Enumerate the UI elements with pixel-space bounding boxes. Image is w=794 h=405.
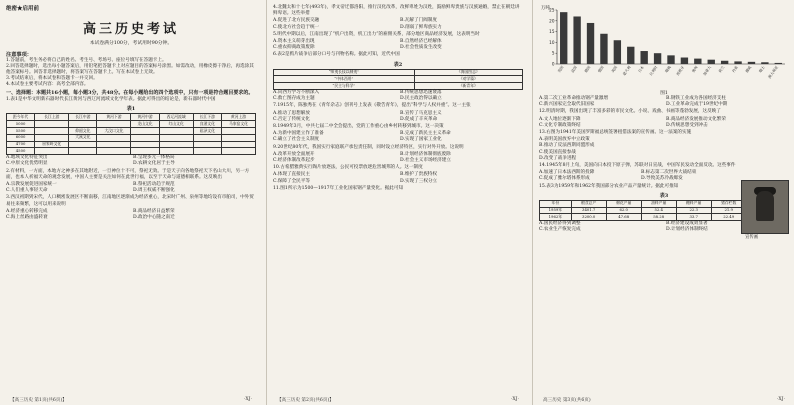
table-3-cell: 52.4: [641, 207, 676, 214]
y-tick-label: 0: [551, 61, 555, 67]
question-13-options: [539, 137, 739, 162]
bar: [748, 62, 755, 64]
notes-list: [6, 58, 256, 89]
exam-page-3: [532, 0, 794, 405]
question-4: 4.北魏太和十七年(493年)，孝文帝迁都洛阳，推行汉化改革，改鲜卑姓为汉姓，鼓励鲜卑贵族与汉族通婚，禁止在朝廷讲鲜卑语。这些举措: [273, 5, 520, 17]
option[interactable]: B.标志第二次世界大战结束: [641, 170, 697, 176]
table-1-cell: 长江下游: [193, 114, 221, 121]
table-2-cell: 《新青年》: [414, 83, 522, 90]
option[interactable]: B.商品经济日益繁荣: [133, 208, 175, 214]
option[interactable]: B.钢铁工业成为各国经济支柱: [666, 96, 726, 101]
option[interactable]: D.实现了三权分立: [400, 178, 438, 184]
note-item: 4.本试卷主要考试内容：高考全部内容。: [6, 82, 89, 88]
option[interactable]: D.改变了战争进程: [539, 155, 577, 161]
option[interactable]: C.重农抑商政策废除: [273, 45, 315, 51]
option[interactable]: B.推动了反法西斯同盟形成: [539, 143, 595, 149]
table-1-cell: 仰韶文化: [69, 128, 97, 135]
bar: [761, 62, 768, 64]
option[interactable]: D.周王权威不断强化: [133, 188, 175, 194]
option[interactable]: C.救亡图存成为主题: [273, 96, 315, 102]
x-tick-label: 法国: [570, 65, 578, 74]
table-3-cell: 3200.0: [571, 214, 606, 221]
x-tick-label: 荷兰: [718, 65, 726, 74]
option[interactable]: A.表明美国放弃中立政策: [539, 137, 590, 143]
question-5-options: [273, 39, 523, 51]
table-1-cell: [97, 121, 131, 128]
x-tick-label: 瑞典: [664, 65, 672, 74]
x-tick-label: 奥匈: [691, 65, 699, 74]
bar: [721, 61, 728, 64]
table-1-cell: [193, 141, 221, 148]
bar: [614, 40, 621, 64]
table-row: [7, 128, 256, 135]
table-1-cell: [35, 121, 69, 128]
table-2-cell: 《劝学篇》: [414, 76, 522, 83]
option[interactable]: D.计划经济体制终结: [666, 227, 708, 233]
option[interactable]: A.资本主义萌芽出现: [273, 39, 315, 45]
option[interactable]: B.计划经济体制彻底废除: [400, 151, 451, 157]
question-12-options: [539, 117, 789, 129]
x-tick-label: 加拿大: [702, 65, 713, 77]
table-1-cell: [131, 128, 159, 135]
table-1-cell: [159, 148, 193, 155]
table-1-cell: 长江中游: [69, 114, 97, 121]
table-1-cell: 崧泽文化: [193, 128, 221, 135]
question-14: 14.1945年8月上旬，美国向日本投下原子弹，苏联对日宣战，中国军民发动全面反攻。这些事件: [539, 163, 736, 169]
table-1-caption: 表1: [126, 106, 136, 113]
bar: [775, 63, 782, 64]
bar: [573, 16, 580, 64]
question-8-options: [273, 131, 523, 143]
option[interactable]: C.文化专制政策终结: [539, 122, 581, 128]
option[interactable]: A.推动了思想解放: [273, 110, 310, 116]
table-3-cell: 22.49: [711, 214, 746, 221]
table-row: [7, 141, 256, 148]
question-3: 3.西汉初期到宋代，人口稠密发展区不断南移，江南地区逐渐成为经济重心，北宋时广州、泉州等地均设有市舶司，中外贸易往来频繁，这可以用来说明: [6, 195, 254, 207]
page-footer: [533, 397, 794, 403]
table-2-cell: “中体西用”: [274, 76, 415, 83]
table-1-cell: 西辽河流域: [159, 114, 193, 121]
option[interactable]: A.第二次工业革命推动钢产量激增: [539, 96, 609, 101]
table-3-cell: 33.7: [676, 214, 711, 221]
option[interactable]: D.政治中心随之南迁: [133, 215, 175, 221]
table-1-cell: 马家窑文化: [221, 121, 255, 128]
question-6-options: [273, 90, 523, 102]
option[interactable]: C.经济体制改革起步: [273, 158, 315, 164]
question-11-options: [539, 96, 789, 108]
x-tick-label: 瑞士: [758, 65, 766, 74]
x-tick-label: 比利时: [648, 65, 659, 77]
table-3-cell: 1962年: [540, 214, 572, 221]
question-3-options: [6, 209, 256, 221]
table-1-cell: [69, 141, 97, 148]
option[interactable]: C.保障了全民平等: [273, 178, 310, 184]
question-5: 5.明代中期以后，江南出现了“机户出资，机工出力”的雇佣关系，部分地区商品经济发展，这表明当时: [273, 31, 480, 37]
table-1-cell: [97, 134, 131, 141]
option[interactable]: A.文人地位逐渐下降: [539, 116, 581, 122]
option[interactable]: B.完成了新民主主义革命: [400, 131, 451, 137]
table-1-cell: 距今年代: [7, 114, 35, 121]
table-1-cell: [69, 148, 97, 155]
table-1-cell: 屈家岭文化: [35, 141, 69, 148]
x-tick-label: 英国: [557, 65, 565, 74]
table-row: [7, 148, 256, 155]
option[interactable]: D.传统思想受到冲击: [666, 122, 708, 128]
question-10-options: [273, 172, 523, 184]
exam-title: 高三历史考试: [82, 22, 179, 37]
question-10: 10.古希腊雅典实行陶片放逐法，公民可投票放逐危害城邦的人。这一制度: [273, 165, 423, 171]
option[interactable]: B.瓦解了门阀制度: [400, 18, 437, 24]
option[interactable]: D.削弱了鲜卑族实力: [400, 24, 442, 30]
table-1-cell: 大溪文化: [69, 134, 97, 141]
option[interactable]: D.民主政治得以确立: [400, 96, 442, 102]
bar: [734, 61, 741, 64]
option[interactable]: B.自然经济已经解体: [400, 39, 442, 45]
table-1-cell: [221, 128, 255, 135]
question-14-options: [539, 170, 739, 182]
page-footer: [267, 397, 529, 403]
bar: [681, 58, 688, 64]
question-11: 11.图1所示为1500—1917年工业化国家钢产量变化。据此可知: [273, 185, 404, 191]
table-2-cell: 《海国图志》: [414, 69, 522, 76]
question-7-options: [273, 111, 523, 123]
table-1-cell: 长江上游: [35, 114, 69, 121]
table-1-cell: [159, 141, 193, 148]
x-tick-label: 西班牙: [675, 65, 686, 77]
table-2: [273, 69, 523, 90]
option[interactable]: D.实现了国家工业化: [400, 137, 442, 143]
table-row: [7, 134, 256, 141]
table-1-cell: [159, 128, 193, 135]
option[interactable]: A.为新中国建立作了准备: [273, 131, 324, 137]
table-1-cell: 黄河上游: [221, 114, 255, 121]
question-6: 6.表2是鸦片战争后部分口号与刊物名称。据此可知，近代中国: [273, 52, 400, 58]
section-heading: 一、选择题：本题共16小题，每小题3分，共48分。在每小题给出的四个选项中，只有一项是符合题目要求的。: [6, 89, 254, 96]
table-3-cell: 年份: [540, 200, 572, 207]
table-1-cell: [131, 134, 159, 141]
question-2-options: [6, 182, 256, 194]
figure-1: [539, 4, 789, 96]
table-1-cell: [35, 134, 69, 141]
table-1-cell: [193, 148, 221, 155]
option[interactable]: B.商品经济发展推动文化繁荣: [666, 116, 726, 122]
table-2-cell: “民主与科学”: [274, 83, 415, 90]
x-tick-label: 俄国: [597, 65, 605, 74]
question-4-options: [273, 18, 523, 30]
table-3-cell: 22.3: [676, 207, 711, 214]
bar: [667, 55, 674, 64]
option[interactable]: C.海上丝路由盛转衰: [6, 215, 48, 221]
poster-figure: [756, 191, 774, 221]
table-1-cell: 5500: [7, 128, 35, 135]
option[interactable]: A.经济重心转移完成: [6, 208, 48, 214]
bar: [708, 60, 715, 64]
table-3-cell: 47.68: [606, 214, 641, 221]
footer-page-label: 【高三历史 第2页(共6页)】: [277, 398, 334, 403]
table-3-cell: 21.9: [711, 207, 746, 214]
exam-page-1: [0, 0, 262, 405]
question-9: 9.20世纪80年代，我国实行家庭联产承包责任制，同时设立经济特区，实行对外开放。这说明: [273, 144, 464, 150]
option[interactable]: D.社会性质发生改变: [400, 45, 442, 51]
table-1-cell: 大汶口文化: [97, 128, 131, 135]
exam-meta: 本试卷满分100分，考试用时90分钟。: [89, 41, 173, 46]
y-tick-label: 10: [549, 39, 555, 45]
x-tick-label: 德国: [583, 65, 592, 74]
table-1-cell: [97, 148, 131, 155]
table-3-cell: 油料产量: [641, 200, 676, 207]
table-1-cell: [35, 128, 69, 135]
table-2-caption: 表2: [393, 61, 403, 68]
poster-caption: 宣传画: [745, 235, 759, 240]
option[interactable]: C.人们重人事轻天命: [6, 188, 48, 194]
bar: [654, 53, 661, 64]
option[interactable]: B.传统思想迅速衰落: [400, 90, 442, 96]
table-1-cell: 5000: [7, 121, 35, 128]
option[interactable]: A.体现了直接民主: [273, 172, 310, 178]
y-tick-label: 20: [549, 18, 555, 24]
note-item: 2.回答选择题时，选出每小题答案后，用铅笔把答题卡上对应题目的答案标号涂黑。如需改动，用橡皮擦干净后，再选涂其他答案标号。回答非选择题时，将答案写在答题卡上。写在本试卷上无效。: [6, 63, 254, 75]
propaganda-poster-image: [741, 180, 789, 234]
option[interactable]: C.否定了传统文化: [273, 116, 310, 122]
table-1-cell: 红山文化: [159, 121, 193, 128]
notes-title: 注意事项：: [6, 51, 32, 58]
option[interactable]: B.维护了贵族特权: [400, 172, 437, 178]
option[interactable]: B.宣传了马克思主义: [400, 110, 442, 116]
table-1-cell: [221, 134, 255, 141]
table-1-cell: 6000: [7, 134, 35, 141]
option[interactable]: A.促进了北方民族交融: [273, 18, 320, 24]
option[interactable]: B.经济建设成效显著: [666, 221, 708, 227]
option[interactable]: D.工业革命完成于19世纪中期: [666, 102, 728, 108]
footer-page-label: 高三历史 第3页(共6页): [543, 398, 591, 403]
option[interactable]: D.社会主义市场经济建立: [400, 158, 451, 164]
y-tick-label: 15: [549, 29, 555, 35]
exam-page-2: [266, 0, 529, 405]
x-tick-label: 意大利: [622, 65, 632, 77]
table-1-cell: [221, 148, 255, 155]
table-3-caption: 表3: [659, 192, 669, 199]
x-tick-label: 丹麦: [731, 65, 739, 74]
bar: [694, 59, 701, 64]
table-1-cell: [131, 141, 159, 148]
table-1-cell: [35, 148, 69, 155]
option[interactable]: C.促成了雅尔塔体系形成: [539, 176, 590, 182]
option[interactable]: A.地域文化特征突出: [6, 155, 48, 161]
bar: [627, 47, 634, 64]
question-1-options: [6, 155, 256, 167]
bar: [560, 12, 567, 64]
table-row: [274, 69, 523, 76]
table-1-cell: [69, 121, 97, 128]
bar: [640, 51, 647, 64]
question-9-options: [273, 152, 523, 164]
x-tick-label: 日本: [637, 65, 645, 74]
table-3-cell: 猪存栏数: [711, 200, 746, 207]
table-1-cell: 4700: [7, 141, 35, 148]
footer-page-label: 【高三历史 第1页(共6页)】: [10, 398, 67, 403]
table-1-cell: [97, 141, 131, 148]
y-axis-label: 万吨: [541, 6, 550, 11]
option[interactable]: C.使美国直接参战: [539, 149, 576, 155]
table-1-cell: [131, 148, 159, 155]
option[interactable]: A.宗教发展促进国家统一: [6, 182, 57, 187]
table-1: [6, 113, 256, 155]
x-tick-label: 挪威: [744, 65, 753, 74]
note-item: 3.考试结束后，将本试卷和答题卡一并交回。: [6, 76, 98, 82]
y-tick-label: 5: [551, 50, 555, 56]
option[interactable]: D.农耕文化居于主导: [133, 161, 175, 167]
option[interactable]: B.祭祀活动趋于规范: [133, 182, 175, 187]
table-3-cell: 58.28: [641, 214, 676, 221]
x-tick-label: 美国: [610, 65, 619, 74]
question-15: 15.表3为1959年和1962年我国部分农业产品产量统计。据此可推知: [539, 183, 679, 189]
option[interactable]: C.确立了社会主义制度: [273, 137, 320, 143]
table-3-cell: 1959年: [540, 207, 572, 214]
option[interactable]: C.农业生产恢复完成: [539, 227, 581, 233]
table-1-cell: 黄河中游: [131, 114, 159, 121]
table-1-cell: 黄河下游: [97, 114, 131, 121]
question-1: 1.表1是中华文明新石器时代长江黄河与西辽河流域文化学年表。据此可得出的结论是，新石器时代中国: [6, 97, 216, 103]
table-3-cell: 糖料产量: [676, 200, 711, 207]
table-3-cell: 3401.7: [571, 207, 606, 214]
table-3-cell: 粮食总产: [571, 200, 606, 207]
option[interactable]: A.改革开放全面展开: [273, 151, 315, 157]
option[interactable]: A.加速了日本法西斯的投降: [539, 170, 595, 176]
table-3-cell: 棉花产量: [606, 200, 641, 207]
footer-code: ·XJ·: [776, 397, 785, 402]
x-tick-label: 澳大利亚: [767, 65, 780, 80]
confidential-mark: 绝密★启用前: [6, 6, 40, 12]
option[interactable]: D.促成了辛亥革命: [400, 116, 438, 122]
table-row: [7, 114, 256, 121]
table-row: [274, 76, 523, 83]
table-1-cell: [193, 134, 221, 141]
question-2: 2.有材料，一方面，本地方之神多在其地附近，一旦神位十不可，祭祀无效。于是天子向各地祭祀天下名山大川，另一方面，也本人祈福天命的观念发展，中国人主要是关注如何在此世行福，以至于天命与道德相联系。这反映出: [6, 168, 250, 180]
table-1-cell: [221, 141, 255, 148]
question-13: 13.右图为1941年美国罗斯福总统签署租借法案的宣传画。这一法案的实施: [539, 130, 692, 136]
bar: [600, 34, 607, 64]
y-tick-label: 25: [549, 7, 555, 13]
figure-1-caption: 图1: [660, 91, 668, 96]
option[interactable]: C.中原文化优势明显: [6, 161, 48, 167]
question-12: 12.明清时期，我国出现了丰富多彩的市民文化。小说、戏曲、书画等蓬勃发展，这反映了: [539, 109, 721, 115]
option[interactable]: D.导致美苏冷战爆发: [641, 176, 683, 182]
table-1-cell: 4500: [7, 148, 35, 155]
table-3-cell: 62.0: [606, 207, 641, 214]
table-1-cell: 良渚文化: [193, 121, 221, 128]
option[interactable]: A.向西方学习不断深入: [273, 90, 320, 96]
footer-code: ·XJ·: [510, 397, 519, 402]
footer-code: ·XJ·: [243, 397, 252, 402]
option[interactable]: C.使北方社会趋于统一: [273, 24, 320, 30]
table-1-cell: [159, 134, 193, 141]
option[interactable]: A.国民经济得到调整: [539, 221, 581, 227]
option[interactable]: B.呈现多元一体格局: [133, 155, 175, 161]
table-1-cell: 龙山文化: [131, 121, 159, 128]
question-8: 8.1949年3月，中共七届二中全会提出，党的工作重心由乡村转移到城市。这一决策: [273, 124, 444, 130]
steel-output-bar-chart: [539, 4, 789, 86]
option[interactable]: C.新兴国家完全取代旧国家: [539, 102, 595, 108]
question-7: 7.1915年，陈独秀在《青年杂志》创刊号上发表《敬告青年》，提出“科学与人权并重”。这一主张: [273, 103, 471, 109]
table-row: [7, 121, 256, 128]
bar: [587, 23, 594, 64]
page-footer: [0, 397, 262, 403]
note-item: 1.答题前，考生务必将自己的姓名、考生号、考场号、座位号填写在答题卡上。: [6, 57, 167, 63]
table-2-cell: “师夷长技以制夷”: [274, 69, 415, 76]
table-row: [274, 83, 523, 90]
